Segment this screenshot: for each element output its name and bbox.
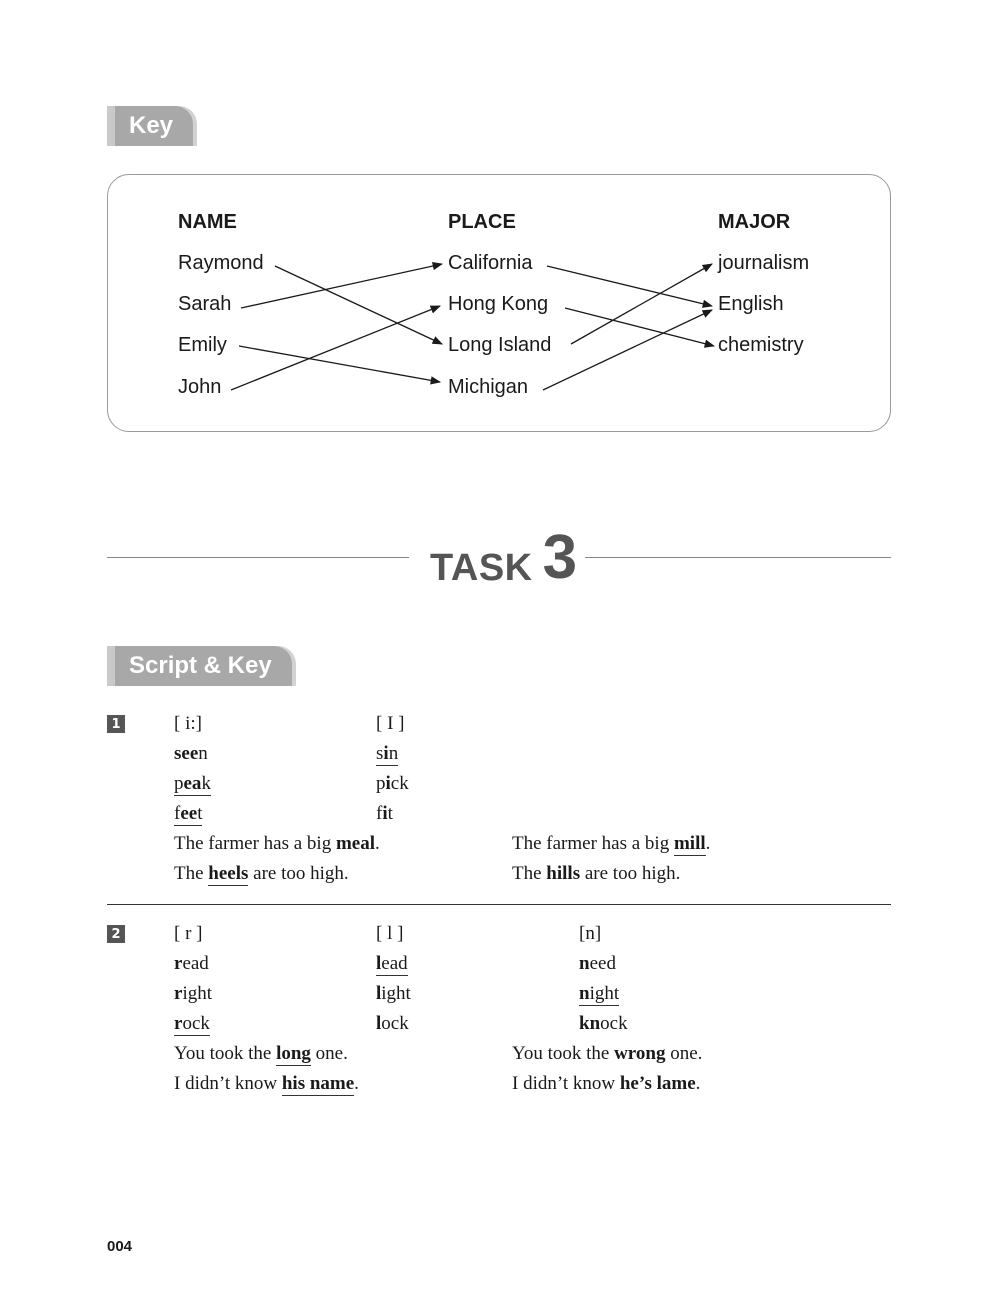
major-item: English (718, 293, 784, 315)
word-part-bold: i (385, 773, 391, 794)
word-part-bold: n (579, 953, 590, 974)
word-part-bold: r (174, 1013, 183, 1034)
sentence-part: I didn’t know (174, 1073, 282, 1094)
place-item: Michigan (448, 376, 529, 398)
sentence-part: You took the (512, 1043, 615, 1064)
key-tab-label: Key (107, 106, 193, 146)
sentence-part: You took the (174, 1043, 277, 1064)
word-part: s (174, 743, 182, 764)
word-part-bold: l (376, 983, 382, 1004)
word-part: ck (390, 773, 409, 794)
sentence-part: I didn’t know (512, 1073, 620, 1094)
word-lead (376, 952, 408, 976)
sentence-right (512, 832, 710, 856)
page-number: 004 (107, 1238, 133, 1255)
sentence-part: are too high. (580, 863, 681, 884)
word-part: ight (381, 983, 411, 1004)
word-part: f (174, 803, 181, 824)
word-part-bold: l (376, 1013, 382, 1034)
word-feet (174, 802, 202, 826)
word-right (174, 982, 212, 1006)
word-lock (376, 1012, 409, 1036)
word-part-bold: r (174, 983, 183, 1004)
sentence-part: . (354, 1073, 359, 1094)
tab-edge (107, 646, 115, 686)
word-part: p (376, 773, 386, 794)
key-section-tab (107, 106, 193, 146)
word-peak (174, 772, 211, 796)
tab-edge (107, 106, 115, 146)
task-heading (430, 518, 578, 592)
sentence-part: . (705, 833, 711, 854)
arrow-emily-michigan (239, 346, 440, 382)
major-header: MAJOR (718, 211, 791, 233)
major-item: chemistry (718, 334, 804, 356)
arrow-california-english (547, 266, 712, 306)
word-part: ead (381, 953, 408, 974)
word-part: ock (600, 1013, 628, 1034)
task-word: TASK (430, 547, 533, 589)
phoneme-header: [ l ] (376, 923, 404, 944)
sentence-key-word: mill (673, 833, 706, 854)
word-sin (376, 742, 398, 766)
word-part-bold: ee (181, 743, 199, 764)
task-rule-left (107, 557, 409, 558)
sentence-part: . (695, 1073, 701, 1094)
sentence-part: . (375, 833, 380, 854)
word-part: f (376, 803, 383, 824)
place-header: PLACE (448, 211, 516, 233)
word-part: ead (182, 953, 209, 974)
word-part: n (388, 743, 399, 764)
task-number: 3 (542, 523, 578, 592)
arrow-michigan-english (543, 310, 712, 390)
word-part: ight (182, 983, 212, 1004)
sentence-right (512, 862, 680, 886)
sentence-key-word: he’s lame (619, 1073, 696, 1094)
phoneme-header: [ i:] (174, 713, 202, 734)
word-part-bold: ee (180, 803, 198, 824)
word-part: k (201, 773, 211, 794)
word-part-bold: i (383, 743, 389, 764)
name-header: NAME (178, 211, 237, 233)
word-part: p (174, 773, 184, 794)
place-item: Hong Kong (448, 293, 549, 315)
sentence-key-word: meal (335, 833, 376, 854)
word-knock (579, 1012, 628, 1036)
item-number-badge: 1 (107, 715, 125, 733)
sentence-part: The farmer has a big (174, 833, 336, 854)
arrow-hong-kong-chemistry (565, 308, 714, 346)
phoneme-header: [ I ] (376, 713, 405, 734)
task-rule-right (585, 557, 891, 558)
phoneme-header: [ r ] (174, 923, 203, 944)
word-part-bold: kn (579, 1013, 601, 1034)
sentence-key-word: long (276, 1043, 311, 1064)
sentence-key-word: hills (546, 863, 581, 884)
name-item: John (178, 376, 222, 398)
name-item: Emily (178, 334, 227, 356)
arrow-sarah-california (241, 264, 442, 308)
sentence-part: one. (665, 1043, 703, 1064)
word-part: t (197, 803, 203, 824)
script-key-tab-label: Script & Key (107, 646, 292, 686)
name-item: Sarah (178, 293, 232, 315)
sentence-left (174, 832, 380, 856)
word-pick (376, 772, 409, 796)
place-item: Long Island (448, 334, 552, 356)
word-part-bold: i (382, 803, 388, 824)
word-part-bold: l (376, 953, 382, 974)
sentence-key-word: heels (208, 863, 249, 884)
word-part: ock (182, 1013, 210, 1034)
sentence-key-word: his name (281, 1073, 355, 1094)
word-part: n (198, 743, 208, 764)
name-item: Raymond (178, 252, 264, 274)
word-part-bold: n (579, 983, 590, 1004)
word-part: ock (381, 1013, 409, 1034)
word-part-bold: ea (183, 773, 202, 794)
sentence-part: The (512, 863, 547, 884)
word-seen (174, 742, 208, 766)
script-key-section-tab (107, 646, 292, 686)
sentence-part: The (174, 863, 209, 884)
item-divider (107, 904, 891, 905)
arrow-john-hong-kong (231, 306, 440, 390)
word-read (174, 952, 209, 976)
major-item: journalism (718, 252, 810, 274)
word-part-bold: r (174, 953, 183, 974)
item-number-badge: 2 (107, 925, 125, 943)
sentence-left (174, 862, 349, 886)
word-need (579, 952, 616, 976)
sentence-left (174, 1072, 359, 1096)
sentence-part: The farmer has a big (512, 833, 674, 854)
word-rock (174, 1012, 210, 1036)
word-night (579, 982, 619, 1006)
place-item: California (448, 252, 533, 274)
word-part: ight (589, 983, 620, 1004)
word-fit (376, 802, 393, 826)
word-part: eed (589, 953, 616, 974)
sentence-left (174, 1042, 348, 1066)
sentence-right (512, 1042, 702, 1066)
word-light (376, 982, 411, 1006)
phoneme-header: [n] (579, 923, 602, 944)
word-part: s (376, 743, 384, 764)
sentence-key-word: wrong (614, 1043, 666, 1064)
sentence-part: are too high. (248, 863, 349, 884)
word-part: t (387, 803, 393, 824)
sentence-right (512, 1072, 700, 1096)
arrow-raymond-long-island (275, 266, 442, 344)
sentence-part: one. (310, 1043, 348, 1064)
arrow-long-island-journalism (571, 264, 712, 344)
